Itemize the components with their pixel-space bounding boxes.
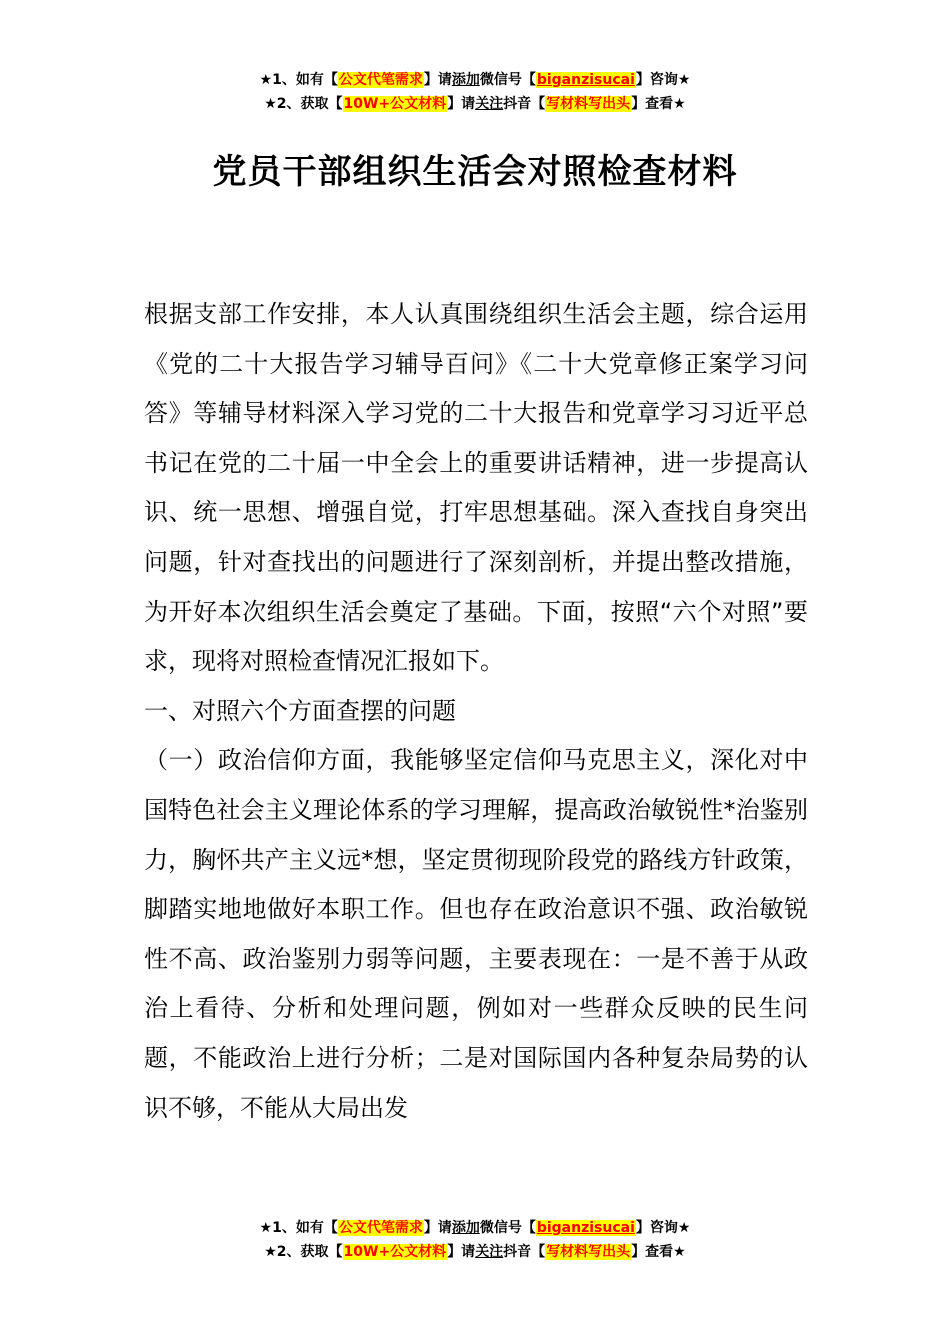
- promo-douyin-id: 写材料写出头: [546, 96, 631, 112]
- promo-text: 抖音【: [503, 96, 546, 112]
- document-body: [144, 290, 808, 1133]
- promo-text: 】查看★: [631, 1244, 686, 1260]
- promo-underline: 关注: [475, 1244, 504, 1260]
- document-title: 党员干部组织生活会对照检查材料: [212, 152, 738, 192]
- promo-line-2: [0, 1240, 950, 1264]
- promo-text: 微信号【: [479, 72, 536, 88]
- promo-underline: 添加: [451, 72, 480, 88]
- paragraph-political-belief: （一）政治信仰方面，我能够坚定信仰马克思主义，深化对中国特色社会主义理论体系的学习理解，提高政治敏锐性*治鉴别力，胸怀共产主义远*想，坚定贯彻现阶段党的路线方针政策，脚踏实地地做好本职工作。但也存在政治意识不强、政治敏锐性不高、政治鉴别力弱等问题，主要表现在：一是不善于从政治上看待、分析和处理问题，例如对一些群众反映的民生问题，不能政治上进行分析；二是对国际国内各种复杂局势的认识不够，不能从大局出发: [144, 746, 808, 1122]
- promo-text: 】请: [447, 1244, 476, 1260]
- promo-banner-bottom: [0, 1216, 950, 1264]
- promo-line-1: [0, 68, 950, 92]
- promo-underline: 关注: [475, 96, 504, 112]
- promo-text: 】请: [447, 96, 476, 112]
- promo-text: 】咨询★: [635, 72, 691, 88]
- promo-banner-top: [0, 68, 950, 116]
- promo-text: ★2、获取【: [264, 1244, 343, 1260]
- promo-text: 微信号【: [479, 1220, 536, 1236]
- promo-wechat-id: biganzisucai: [536, 1220, 635, 1236]
- promo-text: 】请: [423, 72, 452, 88]
- promo-text: ★1、如有【: [259, 1220, 338, 1236]
- paragraph-intro: 根据支部工作安排，本人认真围绕组织生活会主题，综合运用《党的二十大报告学习辅导百问》《二十大党章修正案学习问答》等辅导材料深入学习党的二十大报告和党章学习习近平总书记在党的二十届一中全会上的重要讲话精神，进一步提高认识、统一思想、增强自觉，打牢思想基础。深入查找自身突出问题，针对查找出的问题进行了深刻剖析，并提出整改措施，为开好本次组织生活会奠定了基础。下面，按照“六个对照”要求，现将对照检查情况汇报如下。: [144, 300, 808, 676]
- section-heading: 一、对照六个方面查摆的问题: [144, 696, 456, 725]
- promo-highlight: 公文代笔需求: [338, 1220, 423, 1236]
- promo-text: 】咨询★: [635, 1220, 691, 1236]
- promo-text: 】查看★: [631, 96, 686, 112]
- promo-text: ★1、如有【: [259, 72, 338, 88]
- promo-douyin-id: 写材料写出头: [546, 1244, 631, 1260]
- promo-text: ★2、获取【: [264, 96, 343, 112]
- promo-line-2: [0, 92, 950, 116]
- promo-text: 】请: [423, 1220, 452, 1236]
- promo-line-1: [0, 1216, 950, 1240]
- promo-highlight: 公文代笔需求: [338, 72, 423, 88]
- promo-wechat-id: biganzisucai: [536, 72, 635, 88]
- promo-underline: 添加: [451, 1220, 480, 1236]
- promo-text: 抖音【: [503, 1244, 546, 1260]
- promo-highlight: 10W+公文材料: [343, 1244, 447, 1260]
- promo-highlight: 10W+公文材料: [343, 96, 447, 112]
